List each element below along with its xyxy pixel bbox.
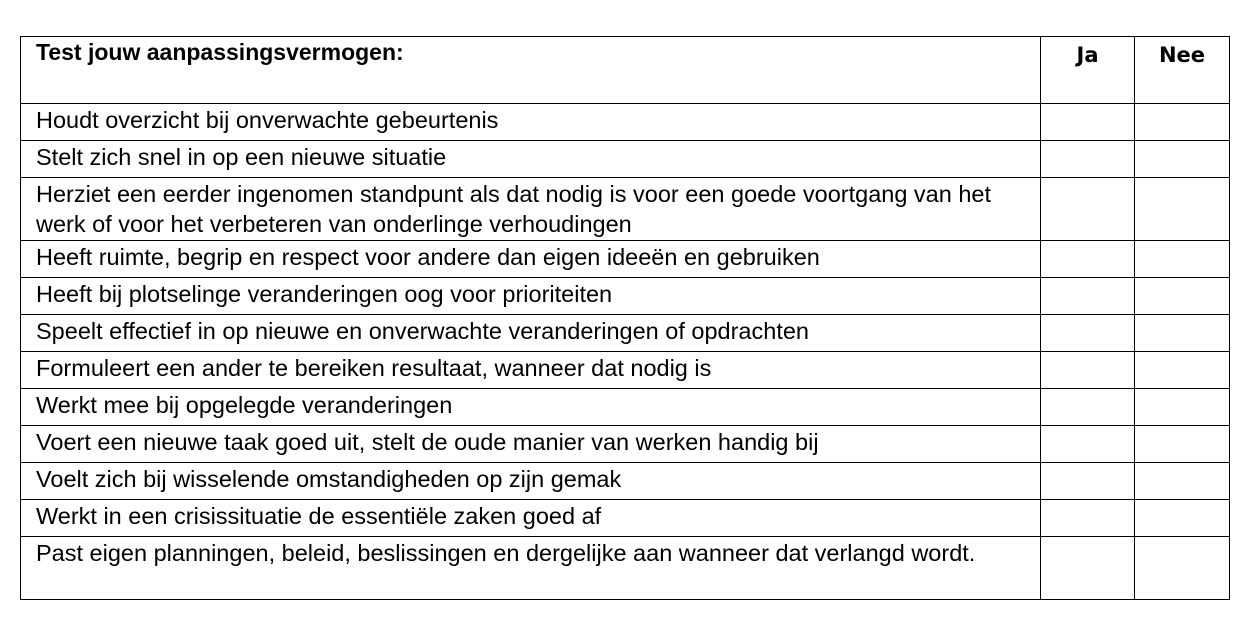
column-header-ja: Ja [1041, 37, 1135, 104]
answer-cell-ja[interactable] [1041, 463, 1135, 500]
table-row [21, 278, 1230, 315]
answer-cell-nee[interactable] [1135, 141, 1230, 178]
statement-text: Speelt effectief in op nieuwe en onverwachte veranderingen of opdrachten [21, 315, 1041, 352]
answer-cell-ja[interactable] [1041, 389, 1135, 426]
answer-cell-ja[interactable] [1041, 178, 1135, 241]
table-header-row [21, 37, 1230, 104]
statement-text: Voert een nieuwe taak goed uit, stelt de oude manier van werken handig bij [21, 426, 1041, 463]
statement-text: Formuleert een ander te bereiken resultaat, wanneer dat nodig is [21, 352, 1041, 389]
answer-cell-nee[interactable] [1135, 537, 1230, 600]
answer-cell-ja[interactable] [1041, 278, 1135, 315]
table-row [21, 241, 1230, 278]
table-row [21, 104, 1230, 141]
table-row [21, 389, 1230, 426]
statement-text: Heeft ruimte, begrip en respect voor andere dan eigen ideeën en gebruiken [21, 241, 1041, 278]
answer-cell-nee[interactable] [1135, 104, 1230, 141]
statement-text: Past eigen planningen, beleid, beslissingen en dergelijke aan wanneer dat verlangd wordt. [21, 537, 1041, 600]
answer-cell-nee[interactable] [1135, 178, 1230, 241]
answer-cell-nee[interactable] [1135, 278, 1230, 315]
answer-cell-nee[interactable] [1135, 389, 1230, 426]
adaptability-checklist-table [20, 36, 1230, 600]
answer-cell-ja[interactable] [1041, 241, 1135, 278]
answer-cell-nee[interactable] [1135, 463, 1230, 500]
table-row [21, 463, 1230, 500]
answer-cell-nee[interactable] [1135, 315, 1230, 352]
answer-cell-ja[interactable] [1041, 141, 1135, 178]
statement-text: Stelt zich snel in op een nieuwe situatie [21, 141, 1041, 178]
statement-text: Houdt overzicht bij onverwachte gebeurtenis [21, 104, 1041, 141]
table-row [21, 537, 1230, 600]
answer-cell-nee[interactable] [1135, 500, 1230, 537]
table-row [21, 141, 1230, 178]
answer-cell-ja[interactable] [1041, 315, 1135, 352]
answer-cell-ja[interactable] [1041, 426, 1135, 463]
answer-cell-ja[interactable] [1041, 352, 1135, 389]
statement-text: Herziet een eerder ingenomen standpunt als dat nodig is voor een goede voortgang van het werk of voor het verbeteren van onderlinge verhoudingen [21, 178, 1041, 241]
statement-text: Voelt zich bij wisselende omstandigheden op zijn gemak [21, 463, 1041, 500]
statement-text: Werkt in een crisissituatie de essentiële zaken goed af [21, 500, 1041, 537]
column-header-nee: Nee [1135, 37, 1230, 104]
table-row [21, 426, 1230, 463]
answer-cell-ja[interactable] [1041, 537, 1135, 600]
table-row [21, 500, 1230, 537]
table-row [21, 352, 1230, 389]
table-row [21, 178, 1230, 241]
table-row [21, 315, 1230, 352]
answer-cell-nee[interactable] [1135, 426, 1230, 463]
statement-text: Heeft bij plotselinge veranderingen oog voor prioriteiten [21, 278, 1041, 315]
answer-cell-ja[interactable] [1041, 500, 1135, 537]
answer-cell-ja[interactable] [1041, 104, 1135, 141]
table-title: Test jouw aanpassingsvermogen: [21, 37, 1041, 104]
answer-cell-nee[interactable] [1135, 352, 1230, 389]
statement-text: Werkt mee bij opgelegde veranderingen [21, 389, 1041, 426]
answer-cell-nee[interactable] [1135, 241, 1230, 278]
